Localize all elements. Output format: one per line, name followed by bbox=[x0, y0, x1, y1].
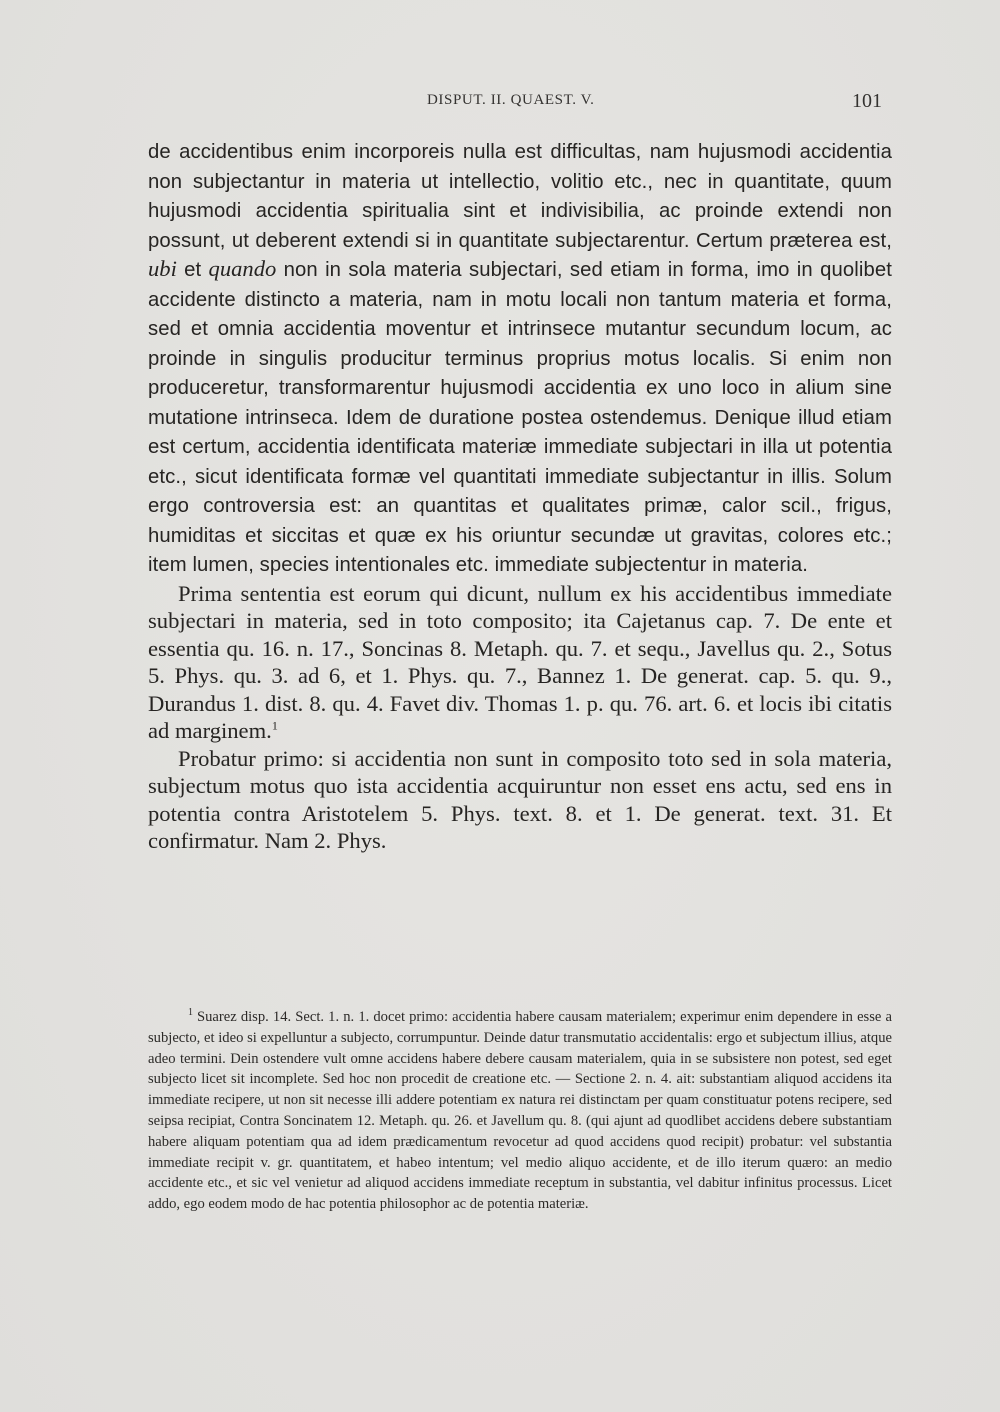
paragraph-text: non in sola materia subjectari, sed etiam in forma, imo in quolibet accidente distincto a materia, nam in motu locali non tantum materia et forma, sed et omnia accidentia moventur et intrinsece mutantur secundum locum, ac proinde in singulis producitur terminus proprius motus localis. Si enim non produceretur, transformarentur hujusmodi accidentia ex uno loco in alium sine mutatione intrinseca. Idem de duratione postea ostendemus. Denique illud etiam est certum, accidentia identificata materiæ immediate subjectari in illa ut potentia etc., sicut identificata formæ vel quantitati immediate subjectantur in illis. Solum ergo controversia est: an quantitas et qualitates primæ, calor scil., frigus, humiditas et siccitas et quæ ex his oriuntur secundæ ut gravitas, colores etc.; item lumen, species intentionales etc. immediate subjectentur in materia. bbox=[148, 259, 892, 576]
paragraph-text: Probatur primo: si accidentia non sunt in composito toto sed in sola materia, subjectum motus quo ista accidentia acquiruntur non esset ens actu, sed ens in potentia contra Aristotelem 5. Phys. text. 8. et 1. De generat. text. 31. Et confirmatur. Nam 2. Phys. bbox=[148, 745, 892, 853]
footnote-area bbox=[148, 1007, 892, 1215]
footnote-mark: 1 bbox=[188, 1007, 193, 1019]
paragraph-probatur-primo bbox=[148, 745, 892, 855]
paragraph-text: Certum præterea est, bbox=[695, 229, 892, 252]
italic-term-quando: quando bbox=[208, 256, 277, 281]
footnote bbox=[148, 1007, 892, 1215]
paragraph-text: de accidentibus enim incorporeis nulla est difficultas, nam hujusmodi accidentia non subjectantur in materia ut intellectio, volitio etc., nec in quantitate, quum hujusmodi accidentia spiritualia sint et indivisibilia, ac proinde extendi non possunt, ut deberent extendi si in quantitate subjectarentur. bbox=[148, 141, 892, 252]
running-head bbox=[0, 90, 1000, 114]
footnote-text: Suarez disp. 14. Sect. 1. n. 1. docet primo: accidentia habere causam materialem; experimur enim dependere in esse a subjecto, et ideo si expelluntur a subjecto, corrumpuntur. Deinde datur transmutatio accidentalis: ergo et subjectum illius, atque adeo termini. Dein ostendere vult omne accidens habere debere causam materialem, quia in se subsistere non potest, sed eget subjecto licet sit incomplete. Sed hoc non procedit de creatione etc. — Sectione 2. n. 4. ait: substantiam aliquod accidens ita immediate recipere, ut non sit necesse illi addere potentiam ex natura rei distinctam per quam constituatur potens recipere, sed seipsa recipiat, Contra Soncinatem 12. Metaph. qu. 26. et Javellum qu. 8. (qui ajunt ad quodlibet accidens debere substantiam habere aliquam potentiam qua ad idem prædicamentum revocetur ad quod accidens quod recipit) probatur: vel substantia immediate recipit v. gr. quantitatem, et habeo intentum; vel medio aliquo accidente, et de illo iterum quæro: an medio accidente etc., et sic vel venietur ad aliquod accidens immediate receptum in substantia, vel dabitur infinitus processus. Licet addo, ego eodem modo de hac potentia philosophor ac de potentia materiæ. bbox=[148, 1009, 892, 1213]
paragraph-prima-sententia bbox=[148, 580, 892, 745]
footnote-reference[interactable]: 1 bbox=[271, 718, 278, 733]
paragraph-text: Prima sententia est eorum qui dicunt, nullum ex his accidentibus immediate subjectari in materia, sed in toto composito; ita Cajetanus cap. 7. De ente et essentia qu. 16. n. 17., Soncinas 8. Metaph. qu. 7. et sequ., Javellus qu. 2., Sotus 5. Phys. qu. 3. ad 6, et 1. Phys. qu. 7., Bannez 1. De generat. cap. 5. qu. 9., Durandus 1. dist. 8. qu. 4. Favet div. Thomas 1. p. qu. 76. art. 6. et locis ibi citatis ad marginem. bbox=[148, 580, 892, 743]
paragraph-continued bbox=[148, 137, 892, 580]
page-number: 101 bbox=[852, 90, 882, 112]
running-title: DISPUT. II. QUAEST. V. bbox=[427, 92, 595, 108]
main-text bbox=[148, 137, 892, 855]
paragraph-text: et bbox=[184, 259, 202, 281]
italic-term-ubi: ubi bbox=[148, 256, 177, 281]
